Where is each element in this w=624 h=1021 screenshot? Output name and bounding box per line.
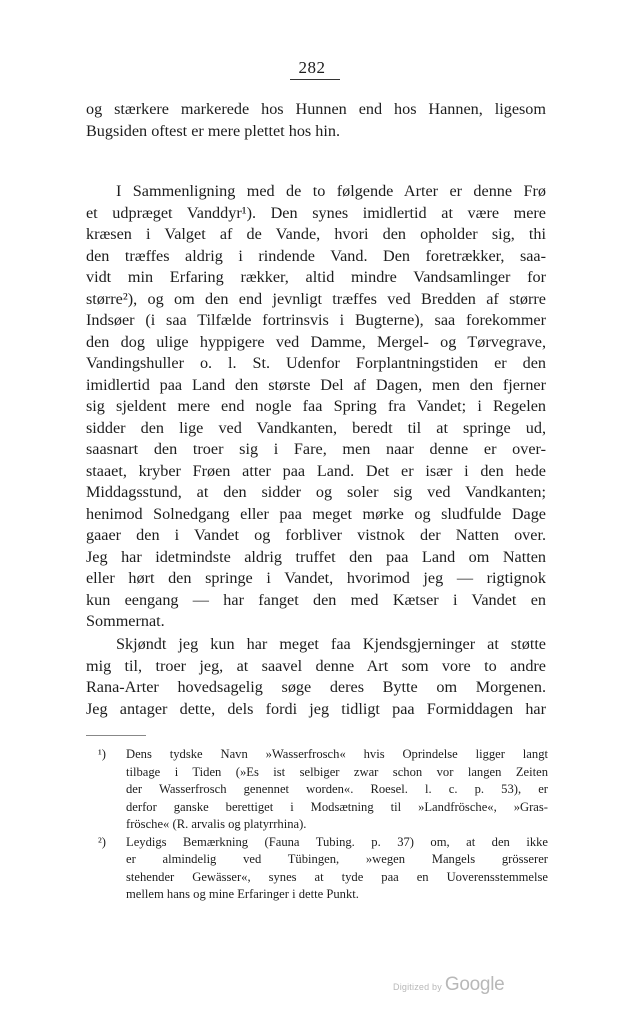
text-line: staaet, kryber Frøen atter paa Land. Det er især i den hede: [86, 461, 546, 480]
text-line: Jeg har idetmindste aldrig truffet den paa Land om Natten: [86, 547, 546, 566]
text-line: sidder den lige ved Vandkanten, beredt til at springe ud,: [86, 418, 546, 437]
text-line: kræsen i Valget af de Vande, hvori den opholder sig, thi: [86, 225, 546, 243]
text-line: den træffes aldrig i rindende Vand. Den foretrækker, saa-: [86, 246, 546, 265]
digitized-by-google-watermark: [393, 974, 504, 996]
text-line: I Sammenligning med de to følgende Arter er denne Frø: [116, 182, 546, 200]
footnote-rule: [86, 735, 146, 736]
footnotes: [98, 746, 548, 904]
text-line: gaaer den i Vandet og forbliver vistnok der Natten over.: [86, 526, 546, 544]
text-line: eller hørt den springe i Vandet, hvorimod jeg — rigtignok: [86, 569, 546, 587]
page-number: 282: [298, 58, 326, 77]
footnote-marker: ¹): [98, 747, 106, 761]
text-line: imidlertid paa Land den største Del af Dagen, men den fjerner: [86, 375, 546, 394]
footnote-line: stehender Gewässer«, synes at tyde paa en Uoverensstemmelse: [126, 869, 548, 884]
footnote-line: tilbage i Tiden (»Es ist selbiger zwar schon vor langen Zeiten: [126, 764, 548, 779]
text-line: Rana-Arter hovedsagelig søge deres Bytte om Morgenen.: [86, 678, 546, 696]
footnote-1: [98, 746, 548, 834]
google-logo: Google: [444, 974, 505, 995]
text-line: et udpræget Vanddyr¹). Den synes imidlertid at være mere: [86, 203, 546, 222]
text-line: Indsøer (i saa Tilfælde fortrinsvis i Bugterne), saa forekommer: [86, 311, 546, 329]
watermark-prefix: Digitized by: [393, 982, 442, 992]
footnote-line: Dens tydske Navn »Wasserfrosch« hvis Oprindelse ligger langt: [126, 747, 548, 761]
text-line: saasnart den troer sig i Fare, men naar denne er over-: [86, 440, 546, 458]
footnote-line: Leydigs Bemærkning (Fauna Tubing. p. 37) om, at den ikke: [126, 834, 548, 849]
footnote-line: derfor ganske berettiget i Modsætning til »Landfrösche«, »Gras-: [126, 799, 548, 814]
text-line: vidt min Erfaring rækker, altid mindre Vandsamlinger for: [86, 268, 546, 286]
text-line: større²), og om den end jevnligt træffes ved Bredden af større: [86, 289, 546, 308]
footnote-line: mellem hans og mine Erfaringer i dette Punkt.: [126, 887, 359, 901]
text-line: den dog ulige hyppigere ved Damme, Mergel- og Tørvegrave,: [86, 332, 546, 351]
footnote-line: er almindelig ved Tübingen, »wegen Mangels grösserer: [126, 852, 548, 866]
footnote-2: [98, 834, 548, 904]
footnote-marker: ²): [98, 834, 106, 849]
text-line: og stærkere markerede hos Hunnen end hos Hannen, ligesom: [86, 100, 546, 118]
footnote-line: der Wasserfrosch genennet worden«. Roesel. l. c. p. 53), er: [126, 782, 548, 796]
text-line: Skjøndt jeg kun har meget faa Kjendsgjerninger at støtte: [116, 635, 546, 653]
footnote-line: frösche« (R. arvalis og platyrrhina).: [126, 817, 307, 831]
text-line: Bugsiden oftest er mere plettet hos hin.: [86, 121, 340, 140]
text-line: henimod Solnedgang eller paa meget mørke og sludfulde Dage: [86, 504, 546, 523]
paragraph-2: [86, 634, 546, 720]
paragraph-1: [86, 181, 546, 633]
text-line: Vandingshuller o. l. St. Udenfor Forplantningstiden er den: [86, 354, 546, 372]
text-line: mig til, troer jeg, at saavel denne Art som vore to andre: [86, 656, 546, 675]
intro-paragraph: [86, 99, 546, 142]
text-line: Sommernat.: [86, 612, 165, 630]
text-line: Middagsstund, at den sidder og soler sig ved Vandkanten;: [86, 483, 546, 501]
text-line: kun eengang — har fanget den med Kætser i Vandet en: [86, 590, 546, 609]
text-line: Jeg antager dette, dels fordi jeg tidligt paa Formiddagen har: [86, 699, 546, 718]
text-line: sig sjeldent mere end nogle faa Spring fra Vandet; i Regelen: [86, 397, 546, 415]
page-number-rule: [290, 79, 340, 80]
